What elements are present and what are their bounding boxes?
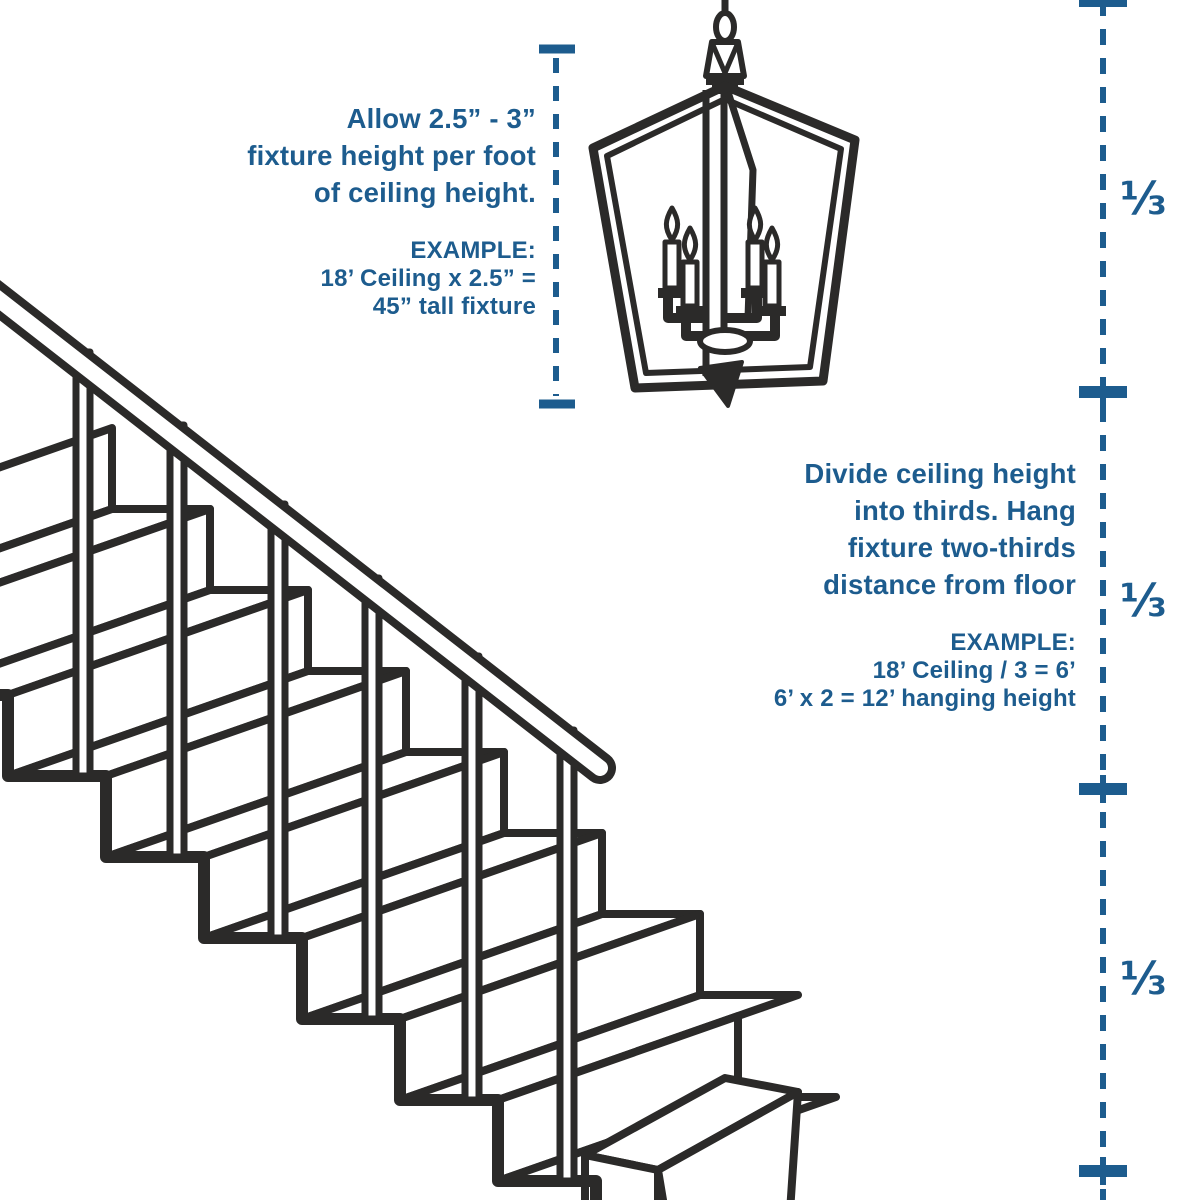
example-line: 6’ x 2 = 12’ hanging height — [773, 685, 1076, 712]
baluster — [560, 730, 574, 1181]
note-line: Allow 2.5” - 3” — [346, 103, 536, 134]
note-line: fixture two-thirds — [847, 532, 1076, 563]
chain — [716, 0, 734, 41]
example-line: 45” tall fixture — [372, 293, 536, 320]
one-third-label: ⅓ — [1120, 574, 1167, 627]
column-cup — [700, 330, 750, 352]
candle-body — [765, 262, 779, 306]
flame — [684, 228, 695, 260]
note-line: Divide ceiling height — [804, 458, 1076, 489]
pendant-lantern-fixture-drawing — [593, 0, 855, 406]
note-line: of ceiling height. — [313, 177, 536, 208]
note-line: fixture height per foot — [247, 140, 536, 171]
hanging-height-note — [596, 455, 1076, 713]
flame — [749, 208, 760, 240]
one-third-label: ⅓ — [1120, 952, 1167, 1005]
example-heading: EXAMPLE: — [950, 629, 1076, 656]
candle-body — [683, 262, 697, 306]
baluster — [271, 504, 285, 938]
fixture-height-measure-line — [539, 49, 575, 404]
flame — [766, 228, 777, 260]
center-column — [700, 90, 753, 406]
example-heading: EXAMPLE: — [410, 237, 536, 264]
example-line: 18’ Ceiling x 2.5” = — [320, 265, 536, 292]
candle-body — [665, 242, 679, 288]
example-line: 18’ Ceiling / 3 = 6’ — [872, 657, 1076, 684]
one-third-label: ⅓ — [1120, 172, 1167, 225]
staircase-drawing — [0, 277, 836, 1200]
flame — [666, 208, 677, 240]
baluster — [365, 578, 379, 1019]
baluster — [76, 352, 90, 776]
baluster — [465, 656, 479, 1100]
baluster — [170, 425, 184, 857]
note-line: distance from floor — [823, 569, 1076, 600]
note-line: into thirds. Hang — [854, 495, 1076, 526]
fixture-height-note — [56, 100, 536, 321]
candle-body — [748, 242, 762, 288]
